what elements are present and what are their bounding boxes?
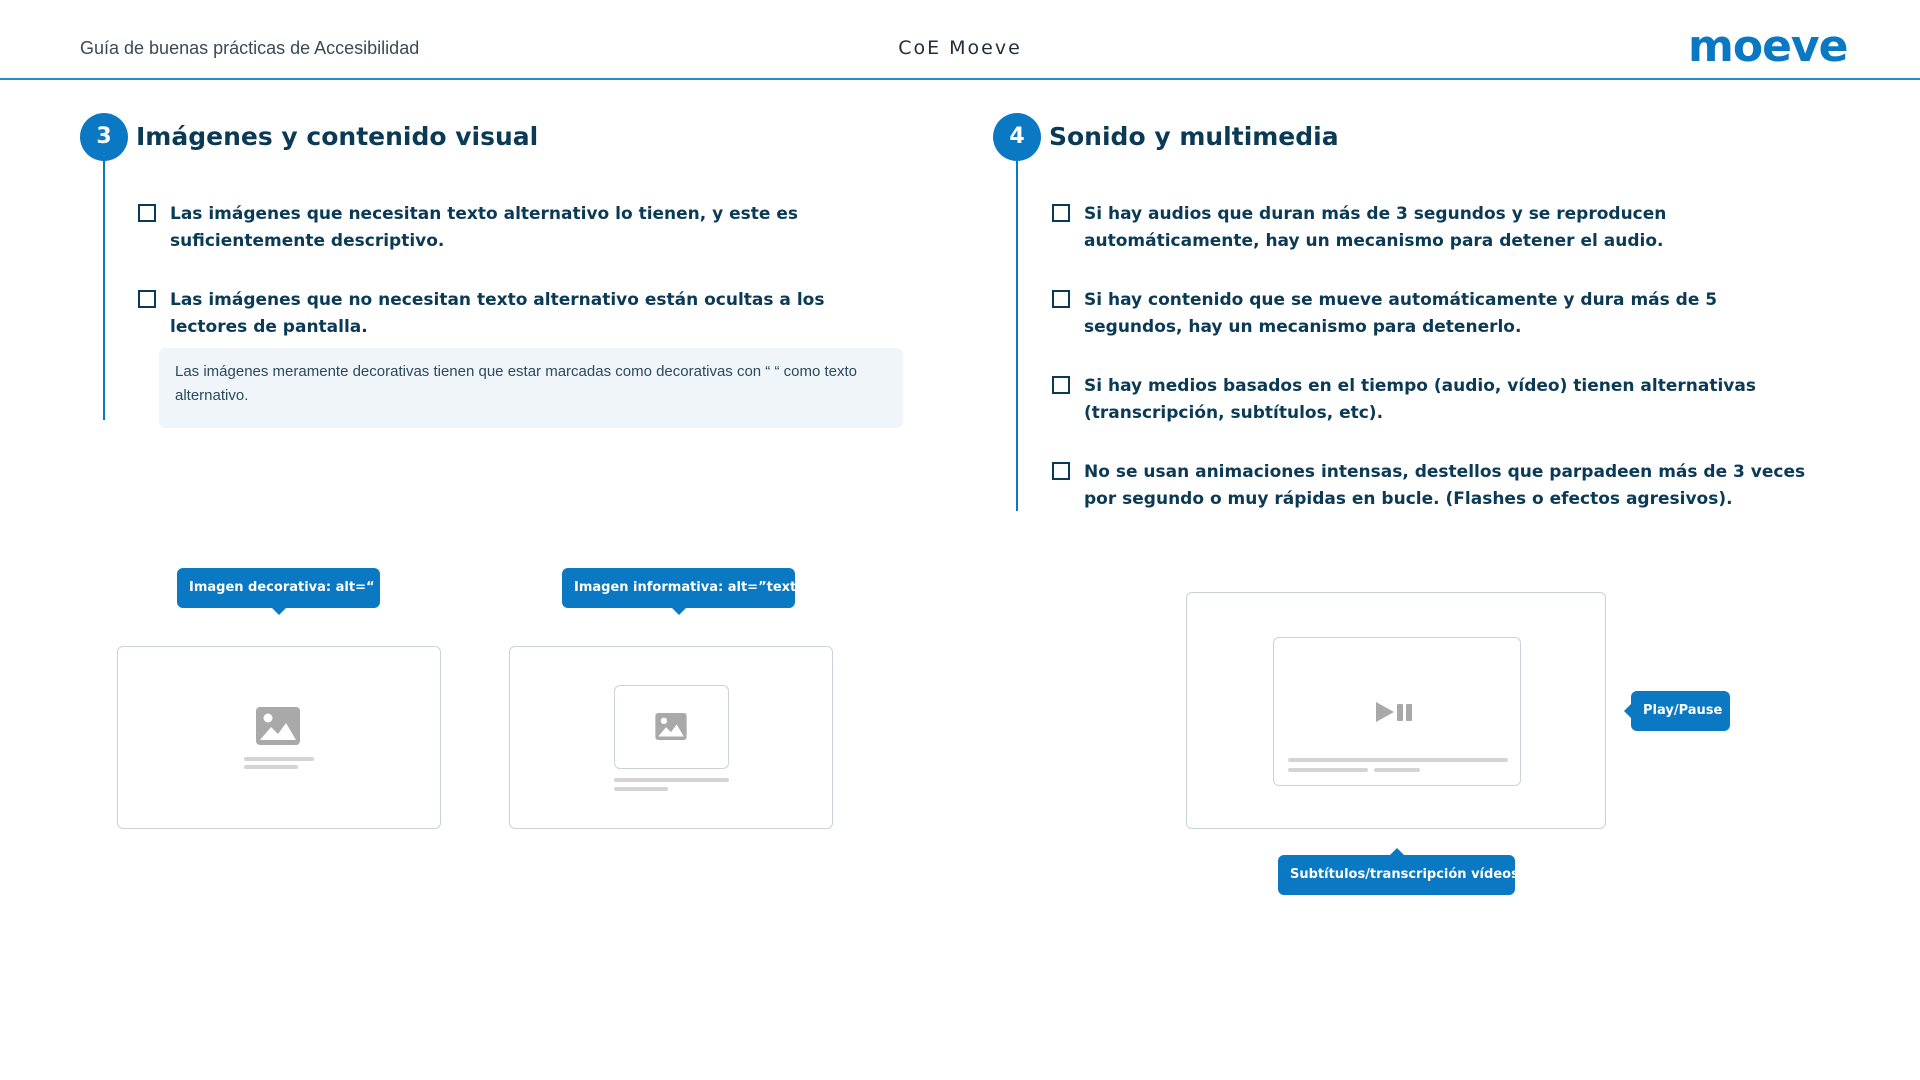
informative-image-tooltip	[562, 568, 805, 608]
section-4-item[interactable]	[1052, 373, 1812, 427]
checkbox-icon[interactable]	[138, 204, 156, 222]
tooltip-label: Subtítulos/transcripción vídeos	[1290, 867, 1519, 882]
item-text: Las imágenes que no necesitan texto alternativo están ocultas a los lectores de pantalla.	[170, 290, 825, 337]
image-icon	[256, 707, 300, 745]
checkbox-icon[interactable]	[1052, 290, 1070, 308]
subtitles-tooltip	[1278, 855, 1519, 895]
caption-line	[1374, 768, 1420, 772]
caption-line	[614, 787, 668, 791]
moeve-logo: moeve	[1688, 21, 1848, 72]
center-title: CoE Moeve	[898, 37, 1022, 59]
decorative-note: Las imágenes meramente decorativas tienen que estar marcadas como decorativas con “ “ como texto alternativo.	[159, 348, 903, 428]
item-text: Las imágenes que necesitan texto alternativo lo tienen, y este es suficientemente descriptivo.	[170, 204, 799, 251]
video-frame	[1273, 637, 1521, 786]
section-4-timeline	[1016, 161, 1018, 511]
decorative-image-card	[117, 646, 441, 829]
document-title: Guía de buenas prácticas de Accesibilidad	[80, 38, 420, 58]
caption-line	[244, 765, 298, 769]
section-4-title: Sonido y multimedia	[1049, 122, 1339, 151]
play-pause-tooltip	[1631, 691, 1730, 731]
section-4-item[interactable]	[1052, 287, 1812, 341]
item-text: Si hay audios que duran más de 3 segundos y se reproducen automáticamente, hay un mecanismo para detener el audio.	[1084, 204, 1667, 251]
tooltip-label: Imagen decorativa: alt=“ ”	[189, 580, 388, 595]
checkbox-icon[interactable]	[1052, 204, 1070, 222]
checkbox-icon[interactable]	[1052, 462, 1070, 480]
section-3-item[interactable]	[138, 287, 898, 341]
caption-line	[1288, 768, 1368, 772]
decorative-image-tooltip	[177, 568, 388, 608]
header-divider	[0, 78, 1920, 80]
tooltip-label: Play/Pause	[1643, 703, 1723, 718]
tooltip-label: Imagen informativa: alt=”text”	[574, 580, 805, 595]
item-text: Si hay medios basados en el tiempo (audio, vídeo) tienen alternativas (transcripción, subtítulos, etc).	[1084, 376, 1756, 423]
play-pause-icon[interactable]	[1375, 701, 1415, 723]
section-4-number: 4	[993, 113, 1041, 161]
section-3-timeline	[103, 161, 105, 420]
checkbox-icon[interactable]	[138, 290, 156, 308]
image-frame	[614, 685, 729, 769]
section-3-number: 3	[80, 113, 128, 161]
caption-line	[244, 757, 314, 761]
informative-image-card	[509, 646, 833, 829]
section-3-item[interactable]	[138, 201, 898, 255]
section-4-item[interactable]	[1052, 201, 1812, 255]
checkbox-icon[interactable]	[1052, 376, 1070, 394]
item-text: Si hay contenido que se mueve automáticamente y dura más de 5 segundos, hay un mecanismo para detenerlo.	[1084, 290, 1718, 337]
image-icon	[655, 713, 687, 740]
section-4-item[interactable]	[1052, 459, 1812, 513]
video-player-card	[1186, 592, 1606, 829]
progress-line	[1288, 758, 1508, 762]
item-text: No se usan animaciones intensas, destellos que parpadeen más de 3 veces por segundo o muy rápidas en bucle. (Flashes o efectos agresivos).	[1084, 462, 1806, 509]
caption-line	[614, 778, 729, 782]
section-3-title: Imágenes y contenido visual	[136, 122, 539, 151]
